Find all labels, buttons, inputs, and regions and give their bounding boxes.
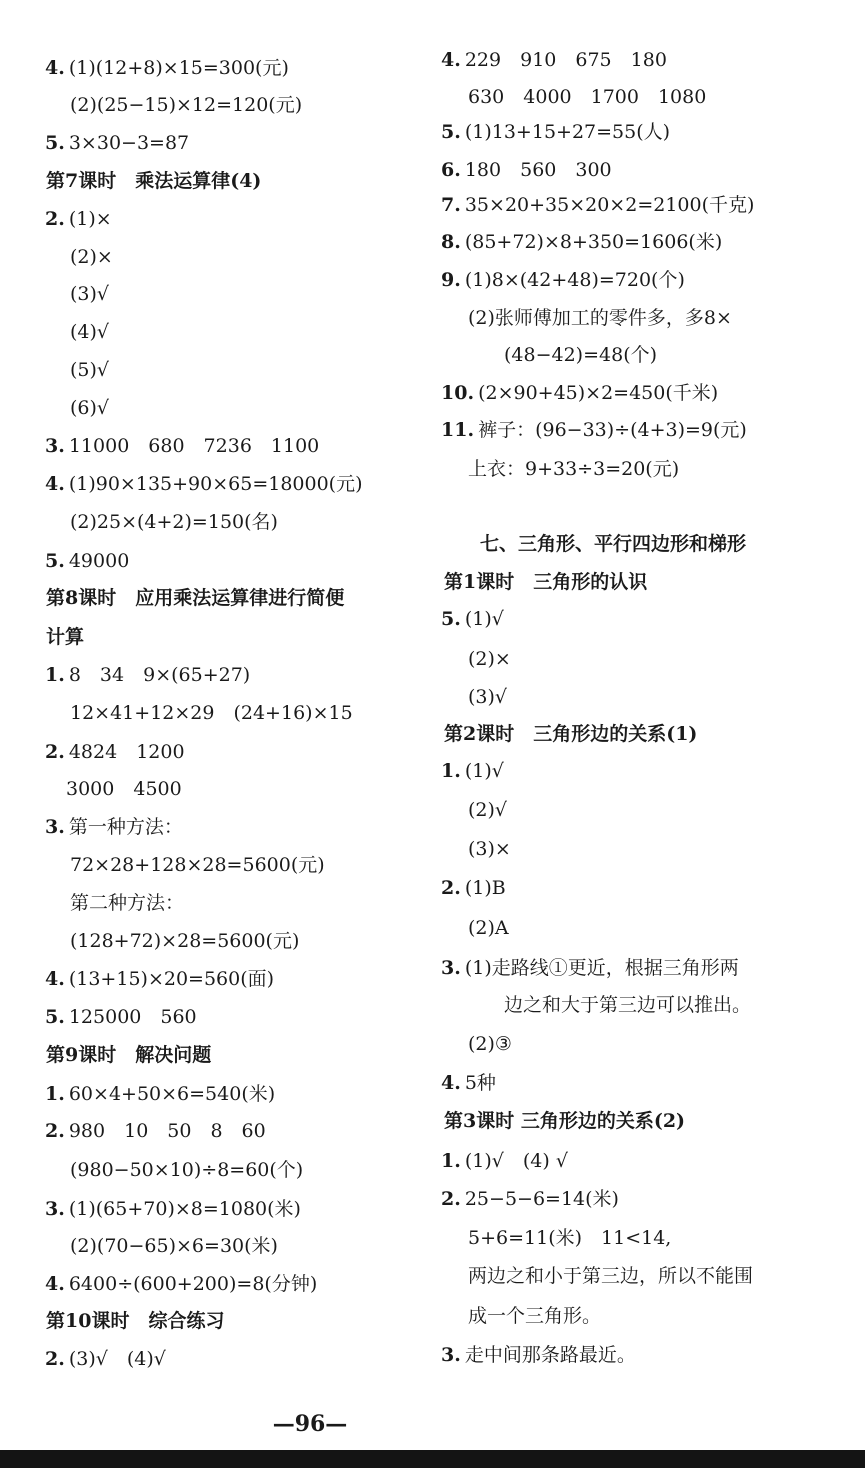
answer-text: 11000 680 7236 1100 [68,435,320,457]
answer-item [45,662,250,688]
answer-text: 229 910 675 180 [464,49,667,71]
item-number: 5. [45,550,65,572]
answer-text: 第二种方法： [70,892,185,914]
item-number: 1. [441,760,461,782]
answer-item [441,1186,619,1212]
answer-line [468,684,507,710]
answer-text: (1)√ (4) √ [464,1150,568,1172]
answer-item [441,875,506,901]
answer-item [441,119,670,145]
answer-item [441,47,667,73]
page-number: —96— [272,1411,348,1437]
answer-item [45,433,319,459]
answer-item [45,55,289,81]
answer-text: 5种 [464,1072,496,1094]
answer-text: 4824 1200 [68,741,185,763]
item-number: 3. [441,957,461,979]
answer-line [70,852,325,878]
answer-text: (1)90×135+90×65=18000(元) [68,473,363,495]
item-number: 1. [45,664,65,686]
answer-text: 两边之和小于第三边，所以不能围 [468,1265,754,1287]
answer-text: (1)√ [464,760,504,782]
answer-text: 裤子：(96−33)÷(4+3)=9(元) [478,419,747,441]
answer-line [70,1233,278,1259]
answer-text: (3)× [468,838,511,860]
answer-line [468,797,507,823]
answer-text: 走中间那条路最近。 [464,1344,636,1366]
item-number: 7. [441,194,461,216]
answer-item [441,1070,496,1096]
answer-text: (1)8×(42+48)=720(个) [464,269,685,291]
answer-text: 3000 4500 [66,778,182,800]
item-number: 2. [441,877,461,899]
answer-item [45,471,363,497]
answer-text: 49000 [68,550,130,572]
answer-text: (1)(65+70)×8=1080(米) [68,1198,301,1220]
answer-text: 125000 560 [68,1006,197,1028]
answer-item [45,814,183,840]
lesson-heading: 第2课时 三角形边的关系(1) [444,723,698,745]
answer-line [468,84,706,110]
item-number: 4. [45,57,65,79]
answer-text: (3)√ [70,283,110,305]
answer-text: (1)B [464,877,506,899]
answer-item [441,1148,568,1174]
answer-line [468,1225,671,1251]
chapter-title: 七、三角形、平行四边形和梯形 [480,533,747,555]
answer-line [504,342,657,368]
answer-text: 5+6=11(米) 11<14, [468,1227,672,1249]
answer-line [70,244,113,270]
answer-item [45,1004,197,1030]
answer-text: 60×4+50×6=540(米) [68,1083,276,1105]
answer-line [468,1031,512,1057]
lesson-heading: 计算 [46,626,85,648]
answer-item [441,1342,636,1368]
answer-text: (2)(70−65)×6=30(米) [70,1235,278,1257]
answer-item [441,955,739,981]
item-number: 4. [45,473,65,495]
answer-line [70,1157,303,1183]
answer-text: 第一种方法： [68,816,183,838]
lesson-heading: 第3课时 三角形边的关系(2) [444,1110,686,1132]
item-number: 10. [441,382,475,404]
answer-text: 25−5−6=14(米) [464,1188,619,1210]
answer-text: (1)(12+8)×15=300(元) [68,57,289,79]
answer-line [468,915,509,941]
item-number: 6. [441,159,461,181]
answer-item [45,1081,275,1107]
answer-text: (2)× [468,648,511,670]
answer-line [468,1263,753,1289]
answer-line [468,1303,601,1329]
item-number: 4. [45,1273,65,1295]
lesson-heading: 第1课时 三角形的认识 [444,571,648,593]
answer-text: (1)13+15+27=55(人) [464,121,671,143]
item-number: 9. [441,269,461,291]
answer-item [45,966,274,992]
answer-text: (2)√ [468,799,508,821]
answer-item [45,206,112,232]
answer-line [468,456,679,482]
answer-item [45,1271,317,1297]
answer-text: 6400÷(600+200)=8(分钟) [68,1273,318,1295]
item-number: 4. [45,968,65,990]
answer-text: (13+15)×20=560(面) [68,968,275,990]
item-number: 5. [45,132,65,154]
answer-line [70,509,278,535]
item-number: 2. [441,1188,461,1210]
item-number: 3. [45,816,65,838]
item-number: 5. [441,608,461,630]
answer-item [441,380,718,406]
lesson-heading: 第9课时 解决问题 [46,1044,212,1066]
item-number: 5. [45,1006,65,1028]
answer-item [45,739,185,765]
answer-text: (2)③ [468,1033,512,1055]
answer-text: (1)走路线①更近，根据三角形两 [464,957,739,979]
answer-item [45,1118,266,1144]
answer-item [45,1346,166,1372]
item-number: 11. [441,419,475,441]
item-number: 4. [441,1072,461,1094]
item-number: 2. [45,208,65,230]
answer-line [70,92,302,118]
answer-text: (2)A [468,917,509,939]
answer-text: (2)(25−15)×12=120(元) [70,94,303,116]
answer-text: (3)√ [468,686,508,708]
answer-line [468,305,732,331]
answer-text: (85+72)×8+350=1606(米) [464,231,723,253]
item-number: 1. [45,1083,65,1105]
answer-item [441,758,504,784]
answer-line [468,646,511,672]
answer-item [441,157,612,183]
answer-text: (128+72)×28=5600(元) [70,930,300,952]
answer-text: (4)√ [70,321,110,343]
item-number: 4. [441,49,461,71]
answer-line [66,776,182,802]
answer-text: 12×41+12×29 (24+16)×15 [70,702,353,724]
answer-line [70,319,109,345]
answer-line [70,890,184,916]
item-number: 5. [441,121,461,143]
item-number: 1. [441,1150,461,1172]
answer-text: (1)× [68,208,112,230]
answer-text: 980 10 50 8 60 [68,1120,266,1142]
answer-text: (2×90+45)×2=450(千米) [478,382,719,404]
answer-text: (6)√ [70,397,110,419]
answer-text: (1)√ [464,608,504,630]
answer-item [45,130,189,156]
lesson-heading: 第7课时 乘法运算律(4) [46,170,262,192]
bottom-scan-edge [0,1450,865,1468]
item-number: 2. [45,741,65,763]
answer-text: 630 4000 1700 1080 [468,86,707,108]
answer-item [45,548,129,574]
answer-item [441,229,722,255]
item-number: 3. [45,1198,65,1220]
answer-item [441,606,504,632]
answer-text: 35×20+35×20×2=2100(千克) [464,194,755,216]
answer-text: 成一个三角形。 [468,1305,602,1327]
answer-line [70,928,299,954]
lesson-heading: 第8课时 应用乘法运算律进行简便 [46,587,345,609]
item-number: 3. [45,435,65,457]
answer-line [70,281,109,307]
answer-text: (3)√ (4)√ [68,1348,166,1370]
answer-item [441,267,685,293]
answer-text: 边之和大于第三边可以推出。 [504,994,752,1016]
item-number: 2. [45,1348,65,1370]
answer-text: 72×28+128×28=5600(元) [70,854,325,876]
answer-text: (2)张师傅加工的零件多，多8× [468,307,732,329]
lesson-heading: 第10课时 综合练习 [46,1310,225,1332]
answer-text: 8 34 9×(65+27) [68,664,251,686]
answer-item [441,417,747,443]
answer-line [70,395,109,421]
answer-text: (2)25×(4+2)=150(名) [70,511,278,533]
answer-text: (980−50×10)÷8=60(个) [70,1159,304,1181]
answer-text: 3×30−3=87 [68,132,190,154]
answer-text: (48−42)=48(个) [504,344,658,366]
answer-item [45,1196,301,1222]
item-number: 8. [441,231,461,253]
answer-line [70,357,109,383]
item-number: 3. [441,1344,461,1366]
answer-text: 180 560 300 [464,159,612,181]
answer-text: (5)√ [70,359,110,381]
answer-line [70,700,353,726]
item-number: 2. [45,1120,65,1142]
answer-item [441,192,754,218]
answer-line [468,836,511,862]
answer-line [504,992,751,1018]
answer-text: (2)× [70,246,113,268]
answer-text: 上衣：9+33÷3=20(元) [468,458,680,480]
